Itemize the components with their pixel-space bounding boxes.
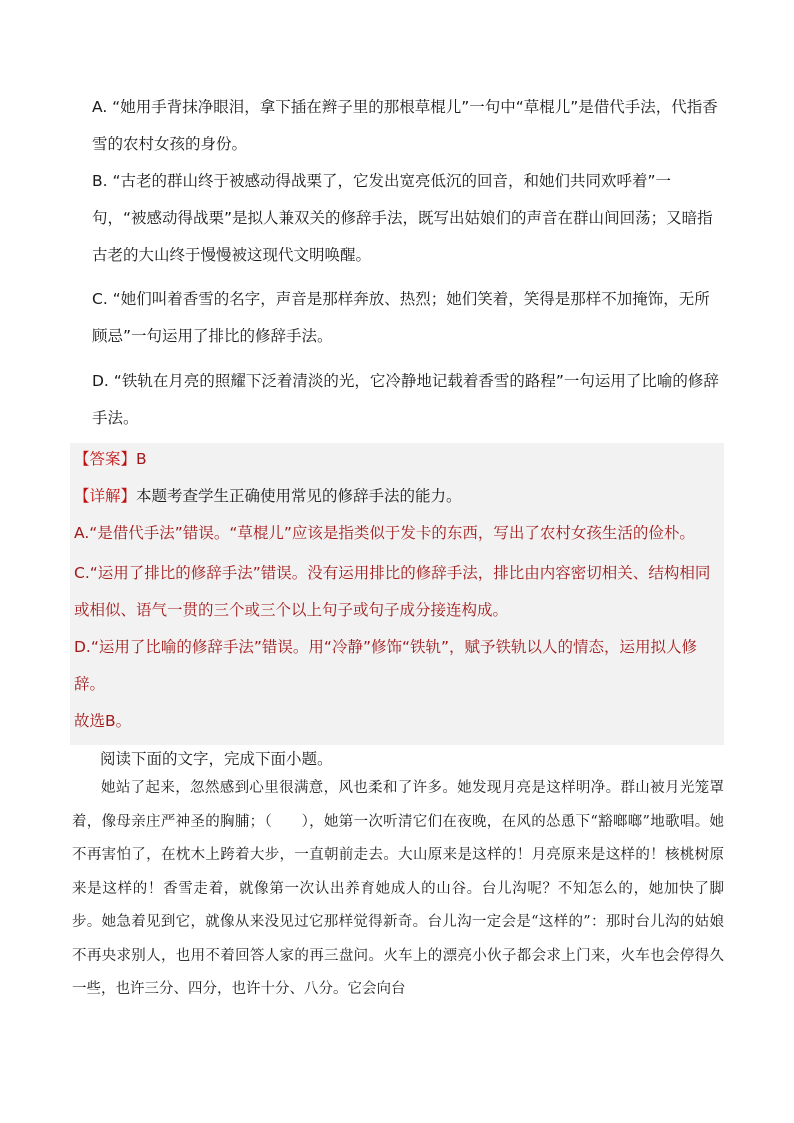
detail-text: 本题考查学生正确使用常见的修辞手法的能力。 <box>136 487 462 505</box>
final-choice: 故选B。 <box>74 712 132 730</box>
detail-line <box>74 478 720 515</box>
detail-tag: 【详解】 <box>74 487 137 505</box>
option-b: B. “古老的群山终于被感动得战栗了，它发出宽亮低沉的回音，和她们共同欢呼着”一句，“被感动得战栗”是拟人兼双关的修辞手法，既写出姑娘们的声音在群山间回荡；又暗指古老的大山终于慢慢被这现代文明唤醒。 <box>92 172 713 264</box>
answer-value: B <box>136 450 147 468</box>
option-a: A. “她用手背抹净眼泪，拿下插在辫子里的那根草棍儿”一句中“草棍儿”是借代手法，代指香雪的农村女孩的身份。 <box>92 98 718 153</box>
answer-tag: 【答案】 <box>74 450 137 468</box>
explanation-a: A.“是借代手法”错误。“草棍儿”应该是指类似于发卡的东西，写出了农村女孩生活的俭朴。 <box>74 524 695 542</box>
explanation-d: D.“运用了比喻的修辞手法”错误。用“冷静”修饰“铁轨”，赋予铁轨以人的情态，运用拟人修辞。 <box>74 638 698 693</box>
reading-passage: 她站了起来，忽然感到心里很满意，风也柔和了许多。她发现月亮是这样明净。群山被月光笼罩着，像母亲庄严神圣的胸脯；（ ），她第一次听清它们在夜晚，在风的怂恿下“豁啷啷”地歌唱。她不再害怕了，在枕木上跨着大步，一直朝前走去。大山原来是这样的！月亮原来是这样的！核桃树原来是这样的！香雪走着，就像第一次认出养育她成人的山谷。台儿沟呢？不知怎么的，她加快了脚步。她急着见到它，就像从来没见过它那样觉得新奇。台儿沟一定会是“这样的”：那时台儿沟的姑娘不再央求别人，也用不着回答人家的再三盘问。火车上的漂亮小伙子都会求上门来，火车也会停得久一些，也许三分、四分，也许十分、八分。它会向台 <box>72 780 724 997</box>
option-d: D. “铁轨在月亮的照耀下泛着清淡的光，它冷静地记载着香雪的路程”一句运用了比喻的修辞手法。 <box>92 372 719 427</box>
answer-line <box>74 441 720 478</box>
section-heading: 阅读下面的文字，完成下面小题。 <box>100 750 333 768</box>
option-c: C. “她们叫着香雪的名字，声音是那样奔放、热烈；她们笑着，笑得是那样不加掩饰，无所顾忌”一句运用了排比的修辞手法。 <box>92 290 710 345</box>
explanation-c: C.“运用了排比的修辞手法”错误。没有运用排比的修辞手法，排比由内容密切相关、结构相同或相似、语气一贯的三个或三个以上句子或句子成分接连构成。 <box>74 564 711 619</box>
